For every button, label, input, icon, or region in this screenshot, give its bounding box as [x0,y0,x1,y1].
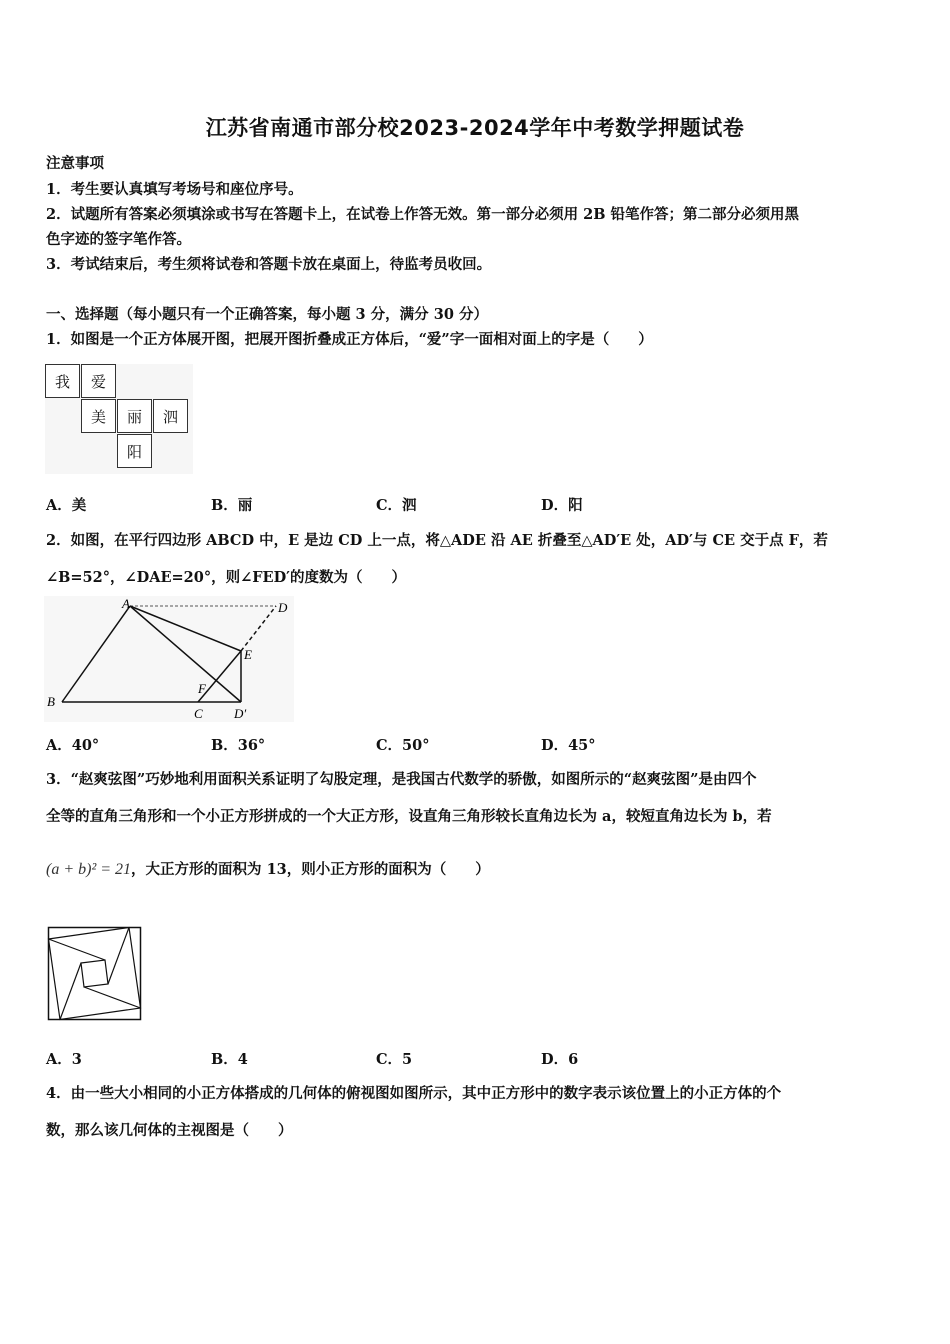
question-2-text: 2．如图，在平行四边形 ABCD 中，E 是边 CD 上一点，将△ADE 沿 AE 折叠至△AD′E 处，AD′与 CE 交于点 F，若 [46,532,828,549]
label-c: C [194,706,203,721]
label-a: A [122,596,130,611]
formula-a-plus-b-squared: (a + b)² = 21 [46,861,132,878]
q3-option-d[interactable]: D．6 [541,1051,579,1068]
question-3-text-cont: 全等的直角三角形和一个小正方形拼成的一个大正方形，设直角三角形较长直角边长为 a，较短直角边长为 b，若 [46,808,772,825]
q3-option-c[interactable]: C．5 [376,1051,413,1068]
zhao-shuang-diagram [47,926,143,1021]
q1-option-b[interactable]: B．丽 [211,497,253,514]
notice-item-2-cont: 色字迹的签字笔作答。 [46,231,191,248]
notice-heading: 注意事项 [46,155,104,172]
q1-option-c[interactable]: C．泗 [376,497,417,514]
question-3-text-end: ，大正方形的面积为 13，则小正方形的面积为（ ） [131,861,490,878]
q1-option-a[interactable]: A．美 [46,497,87,514]
net-cell: 丽 [117,399,152,433]
net-cell: 我 [45,364,80,398]
label-d: D [278,600,288,615]
q2-option-a[interactable]: A．40° [46,737,100,754]
net-cell: 美 [81,399,116,433]
question-4-text-cont: 数，那么该几何体的主视图是（ ） [46,1122,293,1139]
q3-option-a[interactable]: A．3 [46,1051,82,1068]
net-cell: 泗 [153,399,188,433]
label-f: F [198,681,206,696]
q1-option-d[interactable]: D．阳 [541,497,583,514]
label-e: E [244,647,252,662]
notice-item-3: 3．考试结束后，考生须将试卷和答题卡放在桌面上，待监考员收回。 [46,256,492,273]
question-3-text: 3．“赵爽弦图”巧妙地利用面积关系证明了勾股定理，是我国古代数学的骄傲，如图所示的“赵爽弦图”是由四个 [46,771,757,788]
q3-option-b[interactable]: B．4 [211,1051,248,1068]
q2-option-c[interactable]: C．50° [376,737,430,754]
label-d-prime: D′ [234,706,247,721]
q2-option-b[interactable]: B．36° [211,737,266,754]
section-heading: 一、选择题（每小题只有一个正确答案，每小题 3 分，满分 30 分） [46,306,488,323]
question-4-text: 4．由一些大小相同的小正方体搭成的几何体的俯视图如图所示，其中正方形中的数字表示该位置上的小正方体的个 [46,1085,782,1102]
outer-square [49,928,141,1020]
net-cell: 爱 [81,364,116,398]
cube-net-figure [45,364,193,474]
question-2-text-cont: ∠B=52°，∠DAE=20°，则∠FED′的度数为（ ） [46,569,406,586]
page-title: 江苏省南通市部分校2023-2024学年中考数学押题试卷 [205,116,745,140]
notice-item-1: 1．考生要认真填写考场号和座位序号。 [46,181,303,198]
notice-item-2: 2．试题所有答案必须填涂或书写在答题卡上，在试卷上作答无效。第一部分必须用 2B 铅笔作答；第二部分必须用黑 [46,206,800,223]
question-1-text: 1．如图是一个正方体展开图，把展开图折叠成正方体后，“爱”字一面相对面上的字是（ ） [46,331,653,348]
question-3-condition [46,858,490,879]
label-b: B [47,694,55,709]
parallelogram-figure [44,596,294,722]
q2-option-d[interactable]: D．45° [541,737,596,754]
net-cell: 阳 [117,434,152,468]
